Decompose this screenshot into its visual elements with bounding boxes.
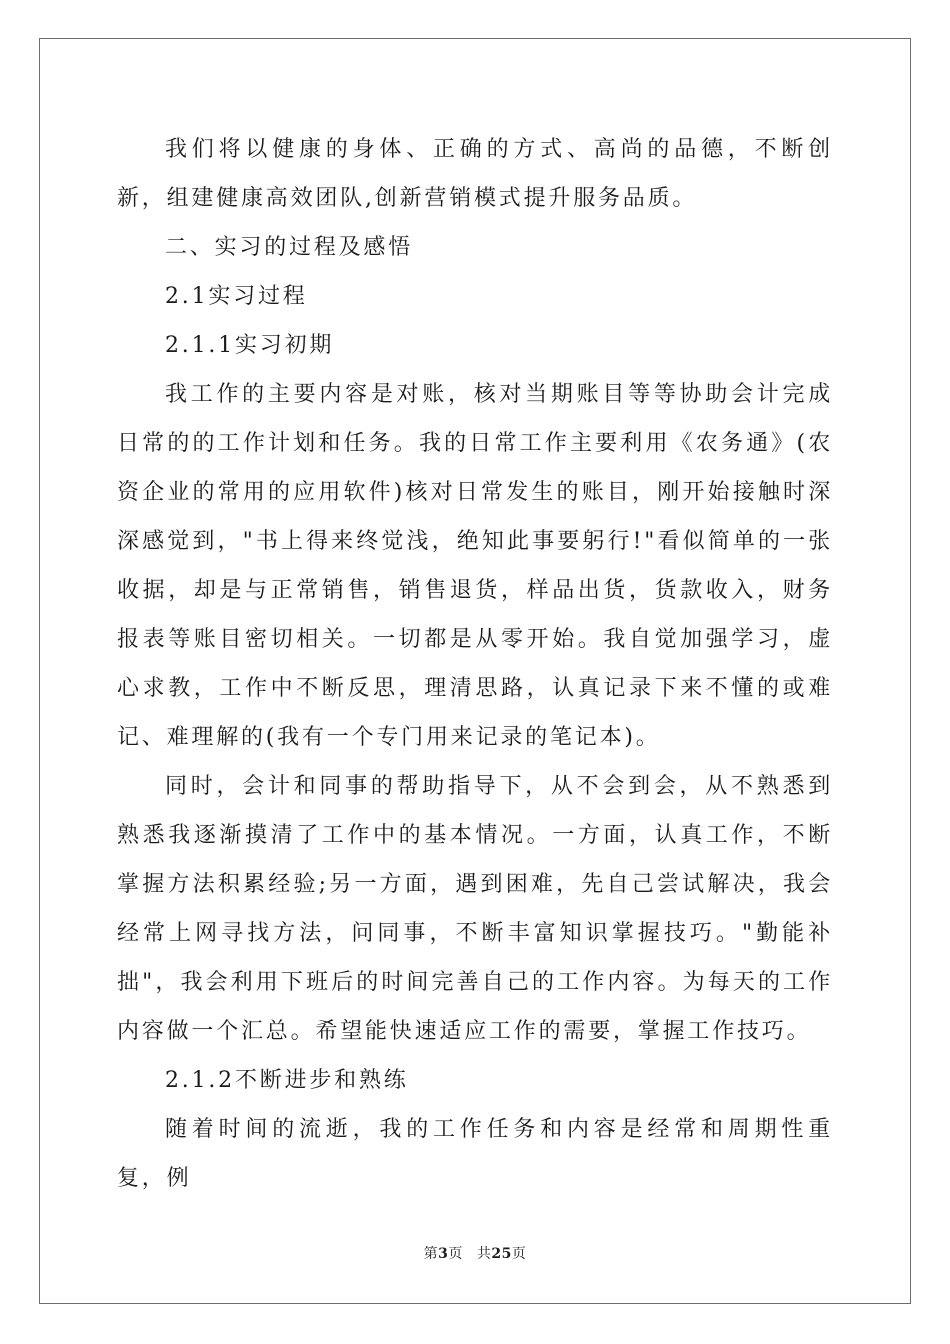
total-pages: 25 bbox=[491, 1246, 512, 1262]
page-number: 3 bbox=[438, 1246, 449, 1262]
page-suffix: 页 bbox=[448, 1246, 463, 1262]
paragraph-learning-with-help: 同时，会计和同事的帮助指导下，从不会到会，从不熟悉到熟悉我逐渐摸清了工作中的基本情况。一方面，认真工作，不断掌握方法积累经验;另一方面，遇到困难，先自己尝试解决，我会经常上网寻找方法，问同事，不断丰富知识掌握技巧。"勤能补拙"，我会利用下班后的时间完善自己的工作内容。为每天的工作内容做一个汇总。希望能快速适应工作的需要，掌握工作技巧。 bbox=[117, 774, 833, 1044]
subsection-heading-2-1-2: 2.1.2不断进步和熟练 bbox=[165, 1068, 409, 1093]
document-body bbox=[117, 125, 833, 1203]
paragraph-progress: 随着时间的流逝，我的工作任务和内容是经常和周期性重复，例 bbox=[117, 1117, 833, 1191]
page-footer bbox=[0, 1244, 950, 1264]
paragraph-team-goal: 我们将以健康的身体、正确的方式、高尚的品德，不断创新，组建健康高效团队,创新营销模式提升服务品质。 bbox=[117, 137, 833, 211]
subsection-heading-2-1: 2.1实习过程 bbox=[165, 284, 308, 309]
section-heading-internship-process: 二、实习的过程及感悟 bbox=[165, 235, 414, 260]
page-prefix: 第 bbox=[423, 1246, 439, 1262]
subsection-heading-2-1-1: 2.1.1实习初期 bbox=[165, 333, 335, 358]
total-prefix: 共 bbox=[476, 1246, 492, 1262]
paragraph-early-work: 我工作的主要内容是对账，核对当期账目等等协助会计完成日常的的工作计划和任务。我的日常工作主要利用《农务通》(农资企业的常用的应用软件)核对日常发生的账目，刚开始接触时深深感觉到，"书上得来终觉浅，绝知此事要躬行!"看似简单的一张收据，却是与正常销售，销售退货，样品出货，货款收入，财务报表等账目密切相关。一切都是从零开始。我自觉加强学习，虚心求教，工作中不断反思，理清思路，认真记录下来不懂的或难记、难理解的(我有一个专门用来记录的笔记本)。 bbox=[117, 382, 833, 750]
total-suffix: 页 bbox=[511, 1246, 527, 1262]
